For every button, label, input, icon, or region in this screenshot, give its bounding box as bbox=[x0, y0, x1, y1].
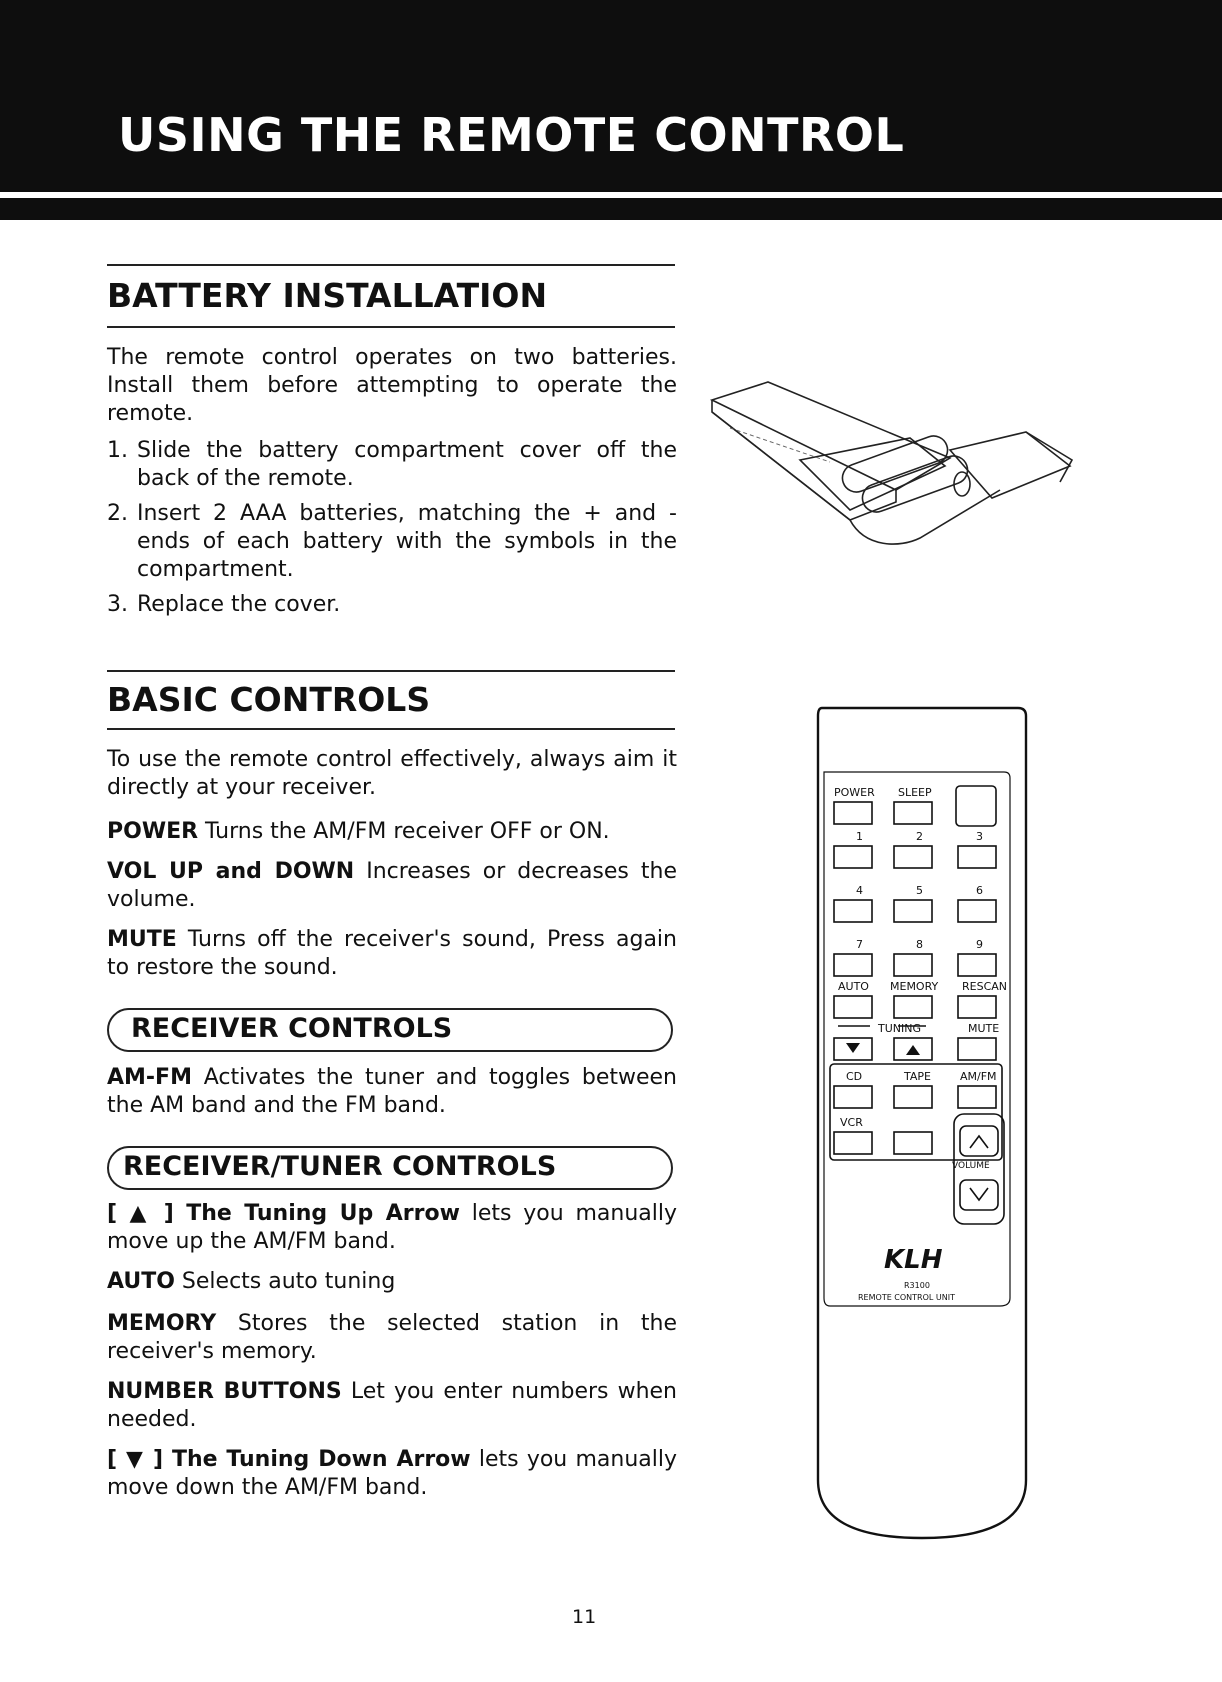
control-term: AM-FM bbox=[107, 1065, 192, 1090]
cd-button bbox=[834, 1086, 872, 1108]
control-description bbox=[107, 1064, 677, 1120]
remote-caption: REMOTE CONTROL UNIT bbox=[858, 1293, 955, 1302]
number-button bbox=[894, 900, 932, 922]
battery-intro: The remote control operates on two batteries. Install them before attempting to operate the remote. bbox=[107, 345, 677, 426]
sleep-button bbox=[894, 802, 932, 824]
memory-label: MEMORY bbox=[890, 980, 939, 993]
step-number: 2. bbox=[107, 501, 128, 526]
auto-button bbox=[834, 996, 872, 1018]
tuning-label: TUNING bbox=[878, 1022, 921, 1035]
number-label: 9 bbox=[976, 938, 983, 951]
cd-label: CD bbox=[846, 1070, 863, 1083]
section-rule bbox=[107, 728, 675, 730]
control-desc: lets you manually move down the AM/FM band. bbox=[107, 1447, 677, 1500]
step-text: Insert 2 AAA batteries, matching the + and - ends of each battery with the symbols in the compartment. bbox=[137, 501, 677, 582]
battery-step bbox=[107, 500, 677, 584]
tuner-section-title: RECEIVER/TUNER CONTROLS bbox=[123, 1151, 557, 1182]
tape-label: TAPE bbox=[904, 1070, 931, 1083]
battery-compartment-illustration bbox=[700, 370, 1090, 570]
control-description bbox=[107, 1268, 677, 1296]
receiver-section-box bbox=[107, 1008, 673, 1052]
volume-label: VOLUME bbox=[952, 1161, 990, 1171]
volume-down-button bbox=[960, 1180, 998, 1210]
control-description bbox=[107, 1200, 677, 1256]
step-number: 1. bbox=[107, 438, 128, 463]
header-stripe bbox=[0, 198, 1222, 220]
number-button bbox=[958, 900, 996, 922]
power-button bbox=[834, 802, 872, 824]
battery-section-title: BATTERY INSTALLATION bbox=[107, 276, 548, 315]
section-rule bbox=[107, 326, 675, 328]
control-term: NUMBER BUTTONS bbox=[107, 1379, 342, 1404]
control-desc: Increases or decreases the volume. bbox=[107, 859, 677, 912]
receiver-section-title: RECEIVER CONTROLS bbox=[131, 1013, 453, 1044]
number-label: 3 bbox=[976, 830, 983, 843]
model-label: R3100 bbox=[904, 1281, 930, 1290]
number-label: 7 bbox=[856, 938, 863, 951]
number-button bbox=[894, 954, 932, 976]
vcr-label: VCR bbox=[840, 1116, 863, 1129]
basic-intro: To use the remote control effectively, always aim it directly at your receiver. bbox=[107, 747, 677, 800]
number-button bbox=[834, 900, 872, 922]
remote-control-illustration bbox=[800, 690, 1040, 1550]
step-text: Slide the battery compartment cover off the back of the remote. bbox=[137, 438, 677, 491]
control-desc: Activates the tuner and toggles between the AM band and the FM band. bbox=[107, 1065, 677, 1118]
number-label: 6 bbox=[976, 884, 983, 897]
battery-step bbox=[107, 437, 677, 493]
control-description bbox=[107, 858, 677, 914]
control-description bbox=[107, 926, 677, 982]
control-description bbox=[107, 1446, 677, 1502]
battery-step bbox=[107, 591, 677, 619]
control-term: AUTO bbox=[107, 1269, 175, 1294]
mute-label: MUTE bbox=[968, 1022, 1000, 1035]
control-description bbox=[107, 1378, 677, 1434]
page-title: USING THE REMOTE CONTROL bbox=[118, 108, 905, 162]
section-rule bbox=[107, 670, 675, 672]
control-description bbox=[107, 818, 677, 846]
control-desc: Stores the selected station in the receiver's memory. bbox=[107, 1311, 677, 1364]
number-label: 5 bbox=[916, 884, 923, 897]
aux-button bbox=[894, 1132, 932, 1154]
control-description bbox=[107, 1310, 677, 1366]
tape-button bbox=[894, 1086, 932, 1108]
number-label: 2 bbox=[916, 830, 923, 843]
control-desc: Let you enter numbers when needed. bbox=[107, 1379, 677, 1432]
basic-section-title: BASIC CONTROLS bbox=[107, 680, 431, 719]
header-bar bbox=[0, 0, 1222, 192]
brand-logo: KLH bbox=[884, 1245, 943, 1275]
power-label: POWER bbox=[834, 786, 875, 799]
volume-up-button bbox=[960, 1126, 998, 1156]
number-label: 8 bbox=[916, 938, 923, 951]
amfm-label: AM/FM bbox=[960, 1070, 997, 1083]
number-label: 4 bbox=[856, 884, 863, 897]
control-term: VOL UP and DOWN bbox=[107, 859, 355, 884]
tuner-section-box bbox=[107, 1146, 673, 1190]
control-desc: lets you manually move up the AM/FM band. bbox=[107, 1201, 678, 1254]
rescan-label: RESCAN bbox=[962, 980, 1008, 993]
vcr-button bbox=[834, 1132, 872, 1154]
memory-button bbox=[894, 996, 932, 1018]
control-term: POWER bbox=[107, 819, 199, 844]
remote-panel bbox=[824, 772, 1010, 1306]
amfm-button bbox=[958, 1086, 996, 1108]
control-term: MUTE bbox=[107, 927, 177, 952]
sleep-label: SLEEP bbox=[898, 786, 932, 799]
control-desc: Turns off the receiver's sound, Press again to restore the sound. bbox=[107, 927, 677, 980]
control-term: [ ▼ ] The Tuning Down Arrow bbox=[107, 1447, 471, 1472]
step-text: Replace the cover. bbox=[137, 592, 341, 617]
battery-steps bbox=[107, 437, 677, 626]
step-number: 3. bbox=[107, 592, 128, 617]
number-button bbox=[958, 954, 996, 976]
control-term: MEMORY bbox=[107, 1311, 217, 1336]
control-desc: Turns the AM/FM receiver OFF or ON. bbox=[198, 819, 610, 844]
section-rule bbox=[107, 264, 675, 266]
control-term: [ ▲ ] The Tuning Up Arrow bbox=[107, 1201, 460, 1226]
number-label: 1 bbox=[856, 830, 863, 843]
number-button bbox=[834, 846, 872, 868]
number-button bbox=[834, 954, 872, 976]
number-button bbox=[894, 846, 932, 868]
number-button bbox=[958, 846, 996, 868]
auto-label: AUTO bbox=[838, 980, 869, 993]
control-desc: Selects auto tuning bbox=[174, 1269, 396, 1294]
page-number: 11 bbox=[572, 1606, 597, 1628]
rescan-button bbox=[958, 996, 996, 1018]
mute-button bbox=[958, 1038, 996, 1060]
